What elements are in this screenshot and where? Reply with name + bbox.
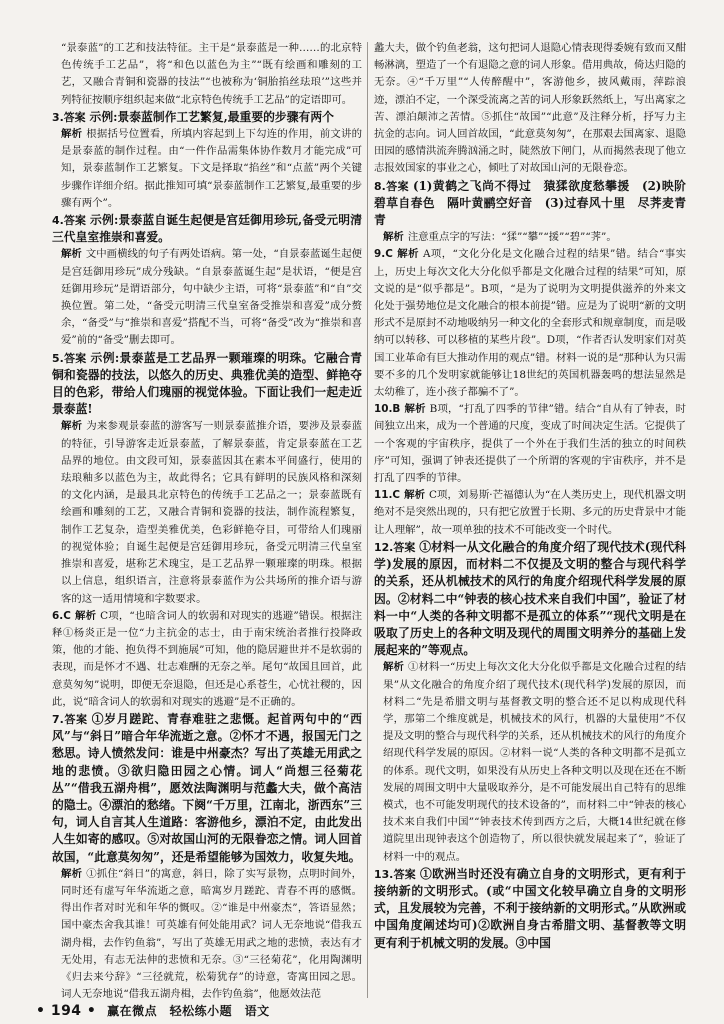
- q3-answer-tag: 答案: [63, 110, 86, 124]
- q11-answer-letter: C: [392, 489, 401, 502]
- q7-answer-text: ①岁月蹉跎、青春难驻之悲慨。起首两句中的“西风”与“斜日”暗合年华流逝之意。②怀才不遇，报国无门之愁思。诗人愤然发问：谁是中州豪杰？写出了英雄无用武之地的悲愤。③欲归隐田园之心情。词人“尚想三径菊花丛”“借我五湖舟楫”，愿效法陶渊明与范蠡大夫，做个高洁的隐士。④漂泊的愁绪。下阕“千万里，江南北，浙西东”三句，词人自言其人生道路：客游他乡，漂泊不定，由此发出人生如寄的感叹。⑤对故国山河的无限眷恋之情。词人回首故国，“此意莫匆匆”，还是希望能够为国效力，收复失地。: [52, 711, 362, 864]
- q9-block: [374, 246, 686, 401]
- q7-number: 7.: [52, 712, 64, 726]
- q9-answer-letter: C: [385, 248, 393, 261]
- q12-answer-tag: 答案: [393, 540, 416, 554]
- q13-answer: [374, 866, 686, 952]
- q8-answer: [374, 178, 686, 230]
- q11-explanation-tag: 解析: [404, 489, 426, 502]
- q7-explanation: [52, 866, 362, 1004]
- q6-number: 6.: [52, 609, 64, 622]
- q5-answer-tag: 答案: [63, 351, 87, 365]
- q4-answer-tag: 答案: [63, 214, 87, 228]
- q4-answer-text: 示例:景泰蓝自诞生起便是宫廷御用珍玩,备受元明清三代皇室推崇和喜爱。: [52, 213, 362, 245]
- q7-answer-tag: 答案: [63, 712, 88, 726]
- q13-number: 13.: [374, 867, 394, 881]
- q8-answer-tag: 答案: [385, 179, 410, 193]
- q3-explanation-text: 根据括号位置看，所填内容起到上下勾连的作用，前文讲的是景泰蓝的制作过程。由“一件作品需集体协作数月才能完成”可知，景泰蓝制作工艺繁复。下文是择取“掐丝”和“点蓝”两个关键步骤作详细介绍。据此推知可填“景泰蓝制作工艺繁复,最重要的步骤有两个”。: [61, 128, 363, 209]
- q4-explanation: [52, 246, 362, 349]
- q4-number: 4.: [52, 214, 64, 228]
- q4-explanation-tag: 解析: [61, 248, 82, 261]
- q2-explanation-continued: “景泰蓝”的工艺和技法特征。主干是“景泰蓝是一种……的北京特色传统手工艺品”，将“和色以蓝色为主”“既有绘画和雕刻的工艺，又融合青铜和瓷器的技法”“也被称为‘铜胎掐丝珐琅’”这些并列特征按顺序组织起来做“北京特色传统手工艺品”的定语即可。: [61, 42, 362, 106]
- q9-explanation-tag: 解析: [396, 248, 419, 261]
- q10-number: 10.: [374, 403, 393, 416]
- q6-explanation-text: C项，“也暗含词人的软弱和对现实的逃避”错误。根据注释①杨炎正是一位“力主抗金的志士，由于南宋统治者推行投降政策，他的才能、抱负得不到施展”可知，他的隐居避世并不是软弱的表现，而是怀才不遇、壮志难酬的无奈之举。尾句“故国且回首，此意莫匆匆”说明，即便无奈退隐，但还是心系苍生，心忧社稷的，因此，说“暗含词人的软弱和对现实的逃避”是不正确的。: [52, 609, 363, 708]
- q6-block: [52, 608, 362, 711]
- q8-explanation-tag: 解析: [383, 231, 404, 244]
- q5-explanation: [52, 418, 362, 607]
- q10-explanation-text: B项，“打乱了四季的节律”错。结合“自从有了钟表，时间独立出来，成为一个普通的尺度，变成了时间决定生活。它提供了一个客观的宇宙秩序，提供了一个外在于我们生活的独立的时间秩序”可知，强调了钟表还提供了一个所谓的客观的宇宙秩序，并不是打乱了四季的节律。: [374, 403, 687, 485]
- q11-block: [374, 487, 686, 539]
- q5-number: 5.: [52, 351, 64, 365]
- q7-answer: [52, 711, 362, 866]
- q12-explanation-text: ①材料一“历史上每次文化大分化似乎都是文化融合过程的结果”从文化融合的角度介绍了现代技术(现代科学)发展的原因，而材料二“先是希腊文明与基督教文明的整合还不足以构成现代科学，那第二个维度就是，机械技术的风行，机器的大量使用”不仅提及文明的整合与现代科学的关系，还从机械技术的风行的角度介绍现代科学发展的原因。②材料一说“人类的各种文明都不是孤立的体系。现代文明，如果没有从历史上各种文明以及现在还在不断发展的周围文明中大量吸取养分，是不可能发展出自己特有的思维模式，也不可能发明现代的技术设备的”，而材料二中“钟表的核心技术来自我们中国”“钟表技术传到西方之后，大概14世纪就在修道院里出现钟表这个创造物了，所以很快就发展起来了”，验证了材料一中的观点。: [383, 661, 687, 863]
- q12-explanation: [374, 659, 686, 865]
- right-column: [374, 40, 686, 952]
- q12-answer-text: ①材料一从文化融合的角度介绍了现代技术(现代科学)发展的原因，而材料二不仅提及文明的整合与现代科学的关系，还从机械技术的风行的角度介绍现代科学发展的原因。②材料二中“钟表的核心技术来自我们中国”，验证了材料一中“人类的各种文明都不是孤立的体系”“现代文明是在吸取了历史上的各种文明及现代的周围文明养分的基础上发展起来的”等观点。: [374, 539, 686, 658]
- q3-answer: [52, 109, 362, 126]
- q3-number: 3.: [52, 110, 64, 124]
- q4-answer: [52, 212, 362, 246]
- q8-answer-text: (1)黄鹤之飞尚不得过 猿猱欲度愁攀援 (2)映阶碧草自春色 隔叶黄鹂空好音 (3)过春风十里 尽荠麦青青: [374, 178, 686, 228]
- q10-block: [374, 401, 686, 487]
- column-divider: [367, 42, 368, 998]
- q8-explanation-text: 注意重点字的写法：“猱”“攀”“援”“碧”“荠”。: [407, 231, 617, 244]
- q12-number: 12.: [374, 540, 394, 554]
- q6-explanation-tag: 解析: [74, 609, 97, 622]
- q3-answer-text: 示例:景泰蓝制作工艺繁复,最重要的步骤有两个: [89, 109, 334, 124]
- left-column: [52, 40, 362, 1003]
- q5-explanation-text: 为来参观景泰蓝的游客写一则景泰蓝推介语，要涉及景泰蓝的特征，引导游客走近景泰蓝，了解景泰蓝，肯定景泰蓝在工艺品界的地位。由文段可知，景泰蓝因其在素本平间盛行，使用的珐琅釉多以蓝色为主，故此得名；它具有鲜明的民族风格和深刻的文化内涵，是最具北京特色的传统手工艺品之一；景泰蓝既有绘画和雕刻的工艺，又融合青铜和瓷器的技法，制作流程繁复，制作工艺复杂，造型美雅优美，色彩鲜艳夺目，可带给人们瑰丽的视觉体验；自诞生起便是宫廷御用珍玩，备受元明清三代皇室推崇和喜爱，堪称艺术瑰宝，是工艺品界一颗璀璨的明珠。根据以上信息，组织语言，注意将景泰蓝作为公共场所的推介语与游客的这一适用情境和字数要求。: [61, 420, 363, 605]
- q9-explanation-text: A项，“文化分化是文化融合过程的结果”错。结合“事实上，历史上每次文化大分化似乎都是文化融合过程的结果”可知，原文说的是“似乎都是”。B项，“是为了说明为文明提供滋养的外来文化处于强势地位是文化融合的根本前提”错。应是为了说明“新的文明形式不是原封不动地吸纳另一种文化的全套形式和规章制度，而是吸纳可以转移、可以移植的某些片段”。D项，“作者否认发明家们对英国工业革命有巨大推动作用的观点”错。材料一说的是“那种认为只需要不多的几个发明家就能够让18世纪的英国机器轰鸣的想法显然是太幼稚了，连小孩子都骗不了”。: [374, 248, 687, 399]
- q5-answer: [52, 350, 362, 419]
- q8-explanation: [374, 229, 686, 246]
- book-title: 赢在微点 轻松练小题 语文: [107, 1004, 270, 1018]
- q13-answer-text: ①欧洲当时还没有确立自身的文明形式，更有利于接纳新的文明形式。(或“中国文化较早确立自身的文明形式，且发展较为完善，不利于接纳新的文明形式。”从欧洲或中国角度阐述均可)②欧洲自身古希腊文明、基督教等文明更有利于机械文明的发展。③中国: [374, 866, 686, 950]
- q10-answer-letter: B: [392, 403, 401, 416]
- q10-explanation-tag: 解析: [404, 403, 426, 416]
- q7-explanation-tag: 解析: [61, 867, 83, 880]
- q12-answer: [374, 539, 686, 659]
- q7-explanation-text: ①抓住“斜日”的寓意，斜日，除了实写景物，点明时间外，同时还有虚写年华流逝之意，暗寓岁月蹉跎、青春不再的感慨。得出作者对时光和年华的慨叹。②“谁是中州豪杰”，答语显然；国中豪杰舍我其谁！可英雄有何处能用武？词人无奈地说“借我五湖舟楫，去作钓鱼翁”，写出了英雄无用武之地的悲愤，表达有才无处用，有志无法伸的悲愤和无奈。③“三径菊花”，化用陶渊明《归去来兮辞》“三径就荒，松菊犹存”的诗意，寄寓田园之思。词人无奈地说“借我五湖舟楫，去作钓鱼翁”，他愿效法范: [61, 867, 363, 1001]
- q5-explanation-tag: 解析: [61, 420, 83, 433]
- q11-explanation-text: C项，刘易斯·芒福德认为“在人类历史上，现代机器文明绝对不是突然出现的，只有把它放置于长期、多元的历史背景中才能让人理解”，故一项单独的技术不可能改变一个时代。: [374, 489, 686, 536]
- q9-number: 9.: [374, 248, 386, 261]
- q3-explanation: [52, 126, 362, 212]
- q11-number: 11.: [374, 489, 393, 502]
- q7-explanation-continued: 蠡大夫，做个钓鱼老翁，这句把词人退隐心情表现得委婉有致而又酣畅淋漓，塑造了一个有退隐之意的词人形象。借用典故，倚达归隐的无奈。④“千万里”“人传醉醒中”，客游他乡，披风戴雨，萍踪浪迹，漂泊不定，一个深受流离之苦的词人形象跃然纸上，写出离家之苦、漂泊颠沛之苦情。⑤抓住“故国”“此意”及注释分析，抒写力主抗金的志向。词人回首故国，“此意莫匆匆”，在那艰去国离家、退隐田园的感情洪流奔腾汹涌之时，陡然放下闸门，从而揭然表现了他立志报效国家的事业之心，倾吐了对故国山河的无限眷恋。: [374, 42, 686, 175]
- q8-number: 8.: [374, 179, 386, 193]
- page-footer: [36, 1002, 270, 1019]
- q3-explanation-tag: 解析: [61, 128, 83, 141]
- q6-answer-letter: C: [63, 609, 71, 622]
- q4-explanation-text: 文中画横线的句子有两处语病。第一处，“自景泰蓝诞生起便是宫廷御用珍玩”成分残缺。“自景泰蓝诞生起”是状语，“便是宫廷御用珍玩”是谓语部分，句中缺少主语，可将“景泰蓝”和“自”交换位置。第二处，“备受元明清三代皇室备受推崇和喜爱”成分赘余，“备受”与“推崇和喜爱”搭配不当，可将“备受”改为“推崇和喜爱”前的“备受”删去即可。: [61, 248, 363, 347]
- page-number: • 194 •: [36, 1003, 97, 1019]
- q12-explanation-tag: 解析: [383, 661, 404, 674]
- q5-answer-text: 示例:景泰蓝是工艺品界一颗璀璨的明珠。它融合青铜和瓷器的技法，以悠久的历史、典雅优美的造型、鲜艳夺目的色彩，带给人们瑰丽的视觉体验。下面让我们一起走近景泰蓝!: [52, 350, 362, 417]
- q13-answer-tag: 答案: [393, 867, 416, 881]
